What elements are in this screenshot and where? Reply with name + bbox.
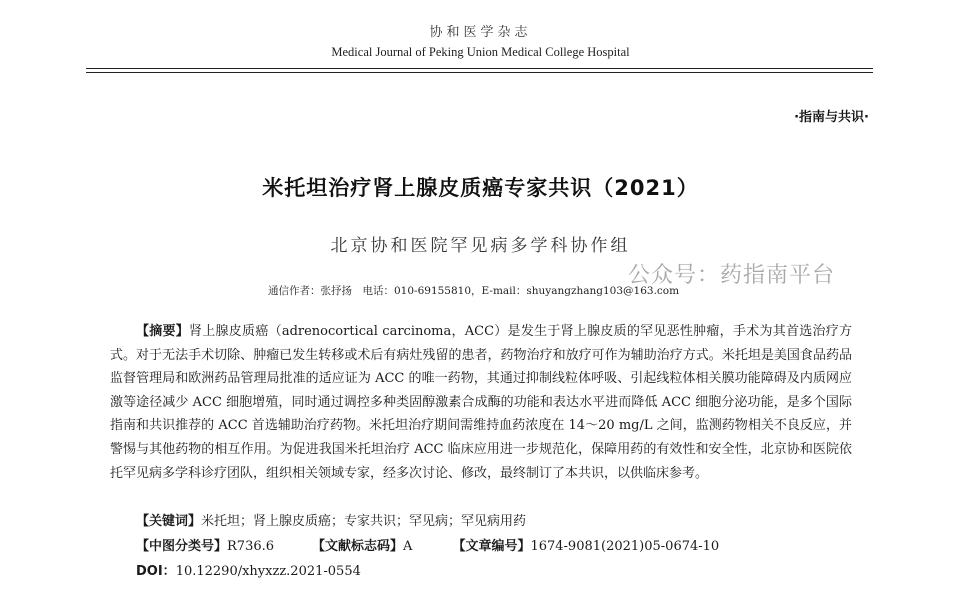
classification-line [136,535,719,554]
clc-value: R736.6 [227,539,275,554]
header-rule-thin [86,72,873,73]
abstract-text: 肾上腺皮质癌（adrenocortical carcinoma，ACC）是发生于肾上腺皮质的罕见恶性肿瘤，手术为其首选治疗方式。对于无法手术切除、肿瘤已发生转移或术后有病灶残留的患者，药物治疗和放疗可作为辅助治疗方式。米托坦是美国食品药品监督管理局和欧洲药品管理局批准的适应证为 ACC 的唯一药物，其通过抑制线粒体呼吸、引起线粒体相关膜功能障碍及内质网应激等途径减少 ACC 细胞增殖，同时通过调控多种类固醇激素合成酶的功能和表达水平进而降低 ACC 细胞分泌功能，是多个国际指南和共识推荐的 ACC 首选辅助治疗药物。米托坦治疗期间需维持血药浓度在 14～20 mg/L 之间，监测药物相关不良反应，并警惕与其他药物的相互作用。为促进我国米托坦治疗 ACC 临床应用进一步规范化，保障用药的有效性和安全性，北京协和医院依托罕见病多学科诊疗团队，组织相关领域专家，经多次讨论、修改，最终制订了本共识，以供临床参考。 [110,324,852,481]
keywords-line [136,510,526,529]
watermark-text: 公众号：药指南平台 [628,263,836,288]
doi-value: 10.12290/xhyxzz.2021-0554 [175,564,361,579]
doi-label: DOI： [136,564,176,579]
doi-line [136,560,361,579]
article-title: 米托坦治疗肾上腺皮质癌专家共识（2021） [262,176,699,200]
keywords-text: 米托坦；肾上腺皮质癌；专家共识；罕见病；罕见病用药 [201,514,527,529]
header-rule-thick [86,68,873,69]
journal-name-english: Medical Journal of Peking Union Medical College Hospital [331,45,630,59]
article-number-value: 1674-9081(2021)05-0674-10 [530,539,720,554]
author-group: 北京协和医院罕见病多学科协作组 [330,236,631,256]
abstract-label: 【摘要】 [136,324,190,339]
clc-label: 【中图分类号】 [136,539,228,554]
keywords-label: 【关键词】 [136,514,202,529]
doc-code-value: A [403,539,413,554]
doc-code-label: 【文献标志码】 [312,539,404,554]
section-category: ·指南与共识· [794,110,869,125]
abstract [110,320,852,485]
corresponding-author: 通信作者：张抒扬 电话：010-69155810，E-mail：shuyangzhang103@163.com [268,285,680,297]
article-number-label: 【文章编号】 [452,539,531,554]
journal-name-chinese: 协和医学杂志 [429,25,532,40]
